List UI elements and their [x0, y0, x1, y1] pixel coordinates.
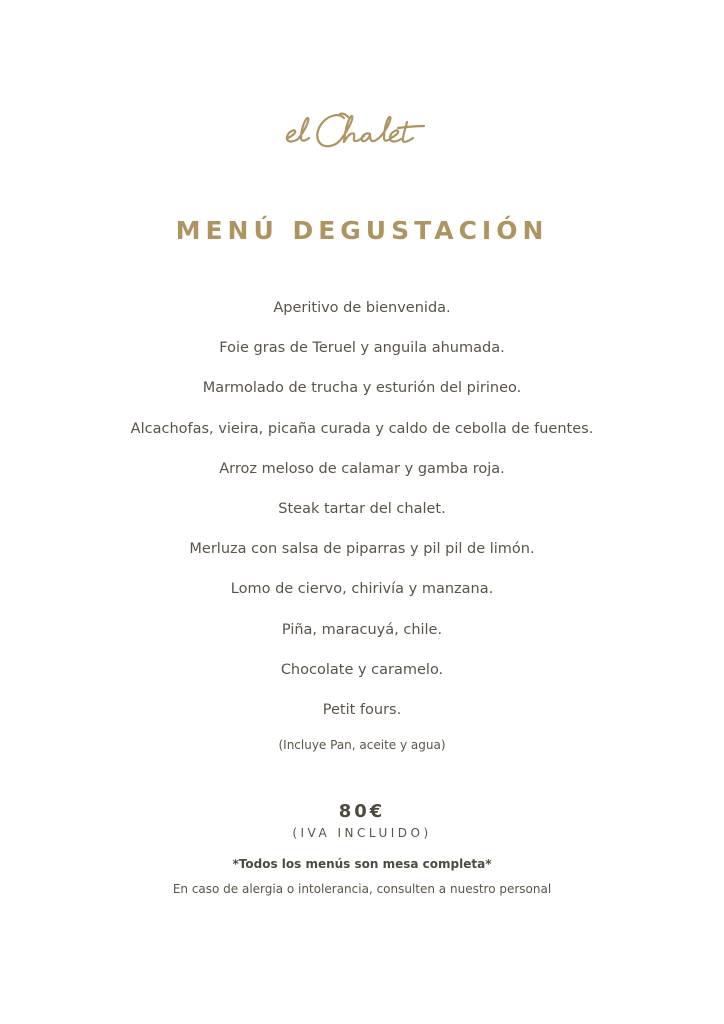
tax-note: (IVA INCLUIDO) [292, 826, 432, 840]
course-item: Petit fours. [322, 701, 402, 718]
course-item: Piña, maracuyá, chile. [281, 621, 443, 638]
el-chalet-logo-icon [282, 108, 442, 160]
menu-price: 80€ [338, 801, 386, 822]
course-item: Foie gras de Teruel y anguila ahumada. [219, 340, 505, 357]
course-item: Lomo de ciervo, chirivía y manzana. [230, 581, 494, 598]
course-item: Alcachofas, vieira, picaña curada y caldo de cebolla de fuentes. [130, 420, 594, 437]
course-list [0, 296, 724, 738]
course-item: Chocolate y caramelo. [280, 661, 444, 678]
includes-note: (Incluye Pan, aceite y agua) [278, 738, 446, 752]
course-item: Merluza con salsa de piparras y pil pil de limón. [189, 541, 535, 558]
course-item: Arroz meloso de calamar y gamba roja. [219, 460, 505, 477]
course-item: Steak tartar del chalet. [278, 500, 446, 517]
brand-logo [0, 108, 724, 164]
allergy-note: En caso de alergia o intolerancia, consulten a nuestro personal [172, 882, 552, 896]
course-item: Aperitivo de bienvenida. [273, 300, 451, 316]
course-item: Marmolado de trucha y esturión del pirineo. [202, 380, 522, 397]
menu-title: MENÚ DEGUSTACIÓN [175, 216, 549, 245]
full-table-rule: *Todos los menús son mesa completa* [232, 857, 492, 871]
